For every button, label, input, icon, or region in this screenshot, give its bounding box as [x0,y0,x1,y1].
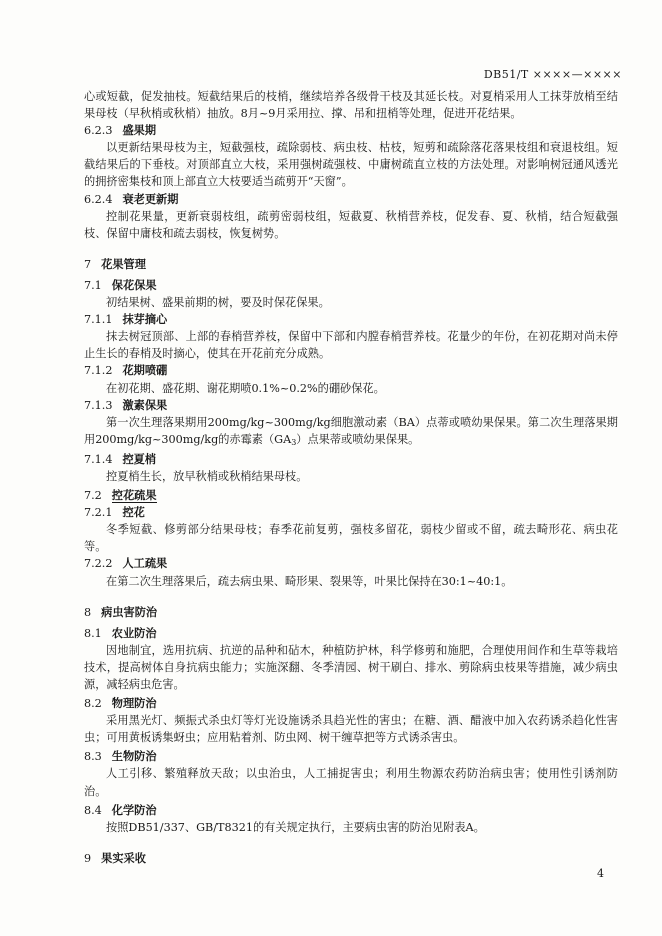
paragraph: 采用黑光灯、频振式杀虫灯等灯光设施诱杀具趋光性的害虫；在糖、酒、醋液中加入农药诱杀趋化性害虫；可用黄板诱集蚜虫；应用粘着剂、防虫网、树干缠草把等方式诱杀害虫。 [84,714,618,745]
page-content [84,88,618,871]
section-heading-6-2-4: 6.2.4 衰老更新期 [84,191,179,206]
section-heading-8-4: 8.4 化学防治 [84,802,157,817]
section-heading-7-1-1: 7.1.1 抹芽摘心 [84,312,168,327]
section-heading-7-2-2: 7.2.2 人工疏果 [84,556,168,571]
section-heading-7-1-4: 7.1.4 控夏梢 [84,451,157,466]
section-heading-7-1-3: 7.1.3 激素保果 [84,397,168,412]
paragraph: 在第二次生理落果后，疏去病虫果、畸形果、裂果等，叶果比保持在30:1~40:1。 [106,574,513,588]
paragraph: 因地制宜，选用抗病、抗逆的品种和砧木，种植防护林，科学修剪和施肥，合理使用间作和生草等栽培技术，提高树体自身抗病虫能力；实施深翻、冬季清园、树干刷白、排水、剪除病虫枝果等措施，减少病虫源，减轻病虫危害。 [84,643,618,691]
paragraph: 抹去树冠顶部、上部的春梢营养枝，保留中下部和内膛春梢营养枝。花量少的年份，在初花期对尚未停止生长的春梢及时摘心，使其在开花前充分成熟。 [84,330,618,361]
section-heading-8-2: 8.2 物理防治 [84,696,157,711]
section-heading-8: 8 病虫害防治 [84,604,158,619]
page-number: 4 [597,867,604,880]
paragraph: 按照DB51/337、GB/T8321的有关规定执行，主要病虫害的防治见附表A。 [106,820,485,834]
paragraph: 控制花果量，更新衰弱枝组，疏剪密弱枝组，短截夏、秋梢营养枝，促发春、夏、秋梢，结合短截强枝、保留中庸枝和疏去弱枝，恢复树势。 [84,209,618,240]
section-heading-6-2-3: 6.2.3 盛果期 [84,123,157,138]
section-heading-7: 7 花果管理 [84,256,146,271]
section-heading-7-1: 7.1 保花保果 [84,277,157,292]
paragraph: 在初花期、盛花期、谢花期喷0.1%~0.2%的硼砂保花。 [106,381,385,395]
section-heading-8-3: 8.3 生物防治 [84,749,157,764]
section-heading-7-2-1: 7.2.1 控花 [84,505,145,520]
paragraph: 控夏梢生长，放早秋梢或秋梢结果母枝。 [106,469,308,483]
section-heading-8-1: 8.1 农业防治 [84,625,157,640]
paragraph: 人工引移、繁殖释放天敌；以虫治虫，人工捕捉害虫；利用生物源农药防治病虫害；使用性引诱剂防治。 [84,767,618,798]
section-heading-9: 9 果实采收 [84,850,146,865]
paragraph: 冬季短截、修剪部分结果母枝；春季花前复剪，强枝多留花，弱枝少留或不留，疏去畸形花、病虫花等。 [84,523,618,554]
paragraph: 以更新结果母枝为主，短截强枝，疏除弱枝、病虫枝、枯枝，短剪和疏除落花落果枝组和衰退枝组。短截结果后的下垂枝。对顶部直立大枝，采用强树疏强枝、中庸树疏直立枝的方法处理。对影响树冠通风透光的拥挤密集枝和顶上部直立大枝要适当疏剪开“天窗”。 [84,141,618,189]
paragraph: 初结果树、盛果前期的树，要及时保花保果。 [106,296,330,310]
standard-code-header: DB51/T ××××—×××× [483,68,622,81]
section-heading-7-1-2: 7.1.2 花期喷硼 [84,363,168,378]
paragraph-gibberellin: 第一次生理落果期用200mg/kg~300mg/kg细胞激动素（BA）点蒂或喷幼果保果。第二次生理落果期用200mg/kg~300mg/kg的赤霉素$(GA_3)$点果蒂或喷幼果保果。 [84,415,618,447]
paragraph: 心或短截，促发抽枝。短截结果后的枝梢，继续培养各级骨干枝及其延长枝。对夏梢采用人工抹芽放梢至结果母枝（早秋梢或秋梢）抽放。8月~9月采用拉、撑、吊和扭梢等处理，促进开花结果。 [84,90,618,121]
section-heading-7-2: 7.2 控花疏果 [84,488,157,503]
